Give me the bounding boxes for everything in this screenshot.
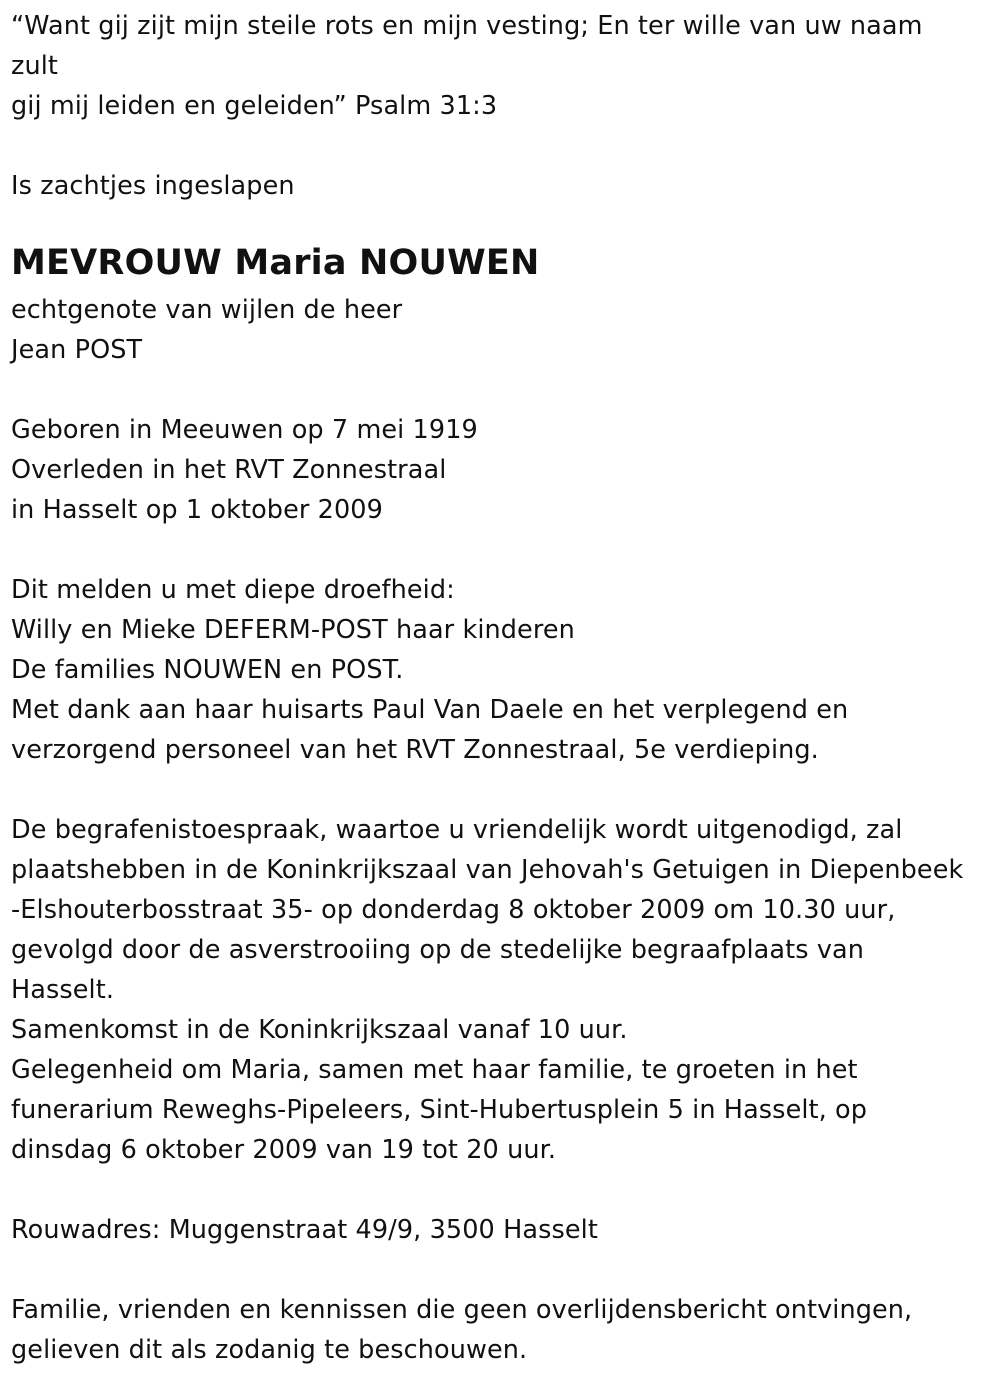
closing-line: Familie, vrienden en kennissen die geen overlijdensbericht ontvingen, — [11, 1295, 913, 1325]
bible-quote — [11, 6, 991, 126]
ceremony-line: Gelegenheid om Maria, samen met haar familie, te groeten in het — [11, 1055, 858, 1085]
deceased-name: MEVROUW Maria NOUWEN — [11, 243, 540, 283]
ceremony-line: -Elshouterbosstraat 35- op donderdag 8 oktober 2009 om 10.30 uur, — [11, 895, 896, 925]
relation-line: echtgenote van wijlen de heer — [11, 295, 403, 325]
announcer-line: De families NOUWEN en POST. — [11, 655, 404, 685]
relation-line: Jean POST — [11, 335, 143, 365]
relation — [11, 290, 991, 370]
ceremony-line: gevolgd door de asverstrooiing op de stedelijke begraafplaats van — [11, 935, 864, 965]
announcer-line: Met dank aan haar huisarts Paul Van Daele en het verplegend en — [11, 695, 849, 725]
ceremony-section — [11, 810, 991, 1170]
ceremony-line: funerarium Reweghs-Pipeleers, Sint-Hubertusplein 5 in Hasselt, op — [11, 1095, 868, 1125]
quote-line: zult — [11, 51, 59, 81]
death-line: in Hasselt op 1 oktober 2009 — [11, 495, 383, 525]
intro-text: Is zachtjes ingeslapen — [11, 171, 295, 201]
birth-line: Geboren in Meeuwen op 7 mei 1919 — [11, 415, 478, 445]
obituary-notice — [11, 6, 991, 1370]
mourning-address: Rouwadres: Muggenstraat 49/9, 3500 Hasselt — [11, 1215, 598, 1245]
ceremony-line: Hasselt. — [11, 975, 115, 1005]
ceremony-line: De begrafenistoespraak, waartoe u vriendelijk wordt uitgenodigd, zal — [11, 815, 903, 845]
closing-section — [11, 1290, 991, 1370]
announcer-line: Dit melden u met diepe droefheid: — [11, 575, 455, 605]
quote-line: “Want gij zijt mijn steile rots en mijn vesting; En ter wille van uw naam — [11, 11, 923, 41]
life-dates — [11, 410, 991, 530]
announcers-section — [11, 570, 991, 770]
announcer-line: Willy en Mieke DEFERM-POST haar kinderen — [11, 615, 575, 645]
death-line: Overleden in het RVT Zonnestraal — [11, 455, 447, 485]
ceremony-line: Samenkomst in de Koninkrijkszaal vanaf 10 uur. — [11, 1015, 628, 1045]
ceremony-line: dinsdag 6 oktober 2009 van 19 tot 20 uur. — [11, 1135, 557, 1165]
ceremony-line: plaatshebben in de Koninkrijkszaal van Jehovah's Getuigen in Diepenbeek — [11, 855, 964, 885]
closing-line: gelieven dit als zodanig te beschouwen. — [11, 1335, 528, 1365]
quote-line: gij mij leiden en geleiden” Psalm 31:3 — [11, 91, 498, 121]
announcer-line: verzorgend personeel van het RVT Zonnestraal, 5e verdieping. — [11, 735, 819, 765]
